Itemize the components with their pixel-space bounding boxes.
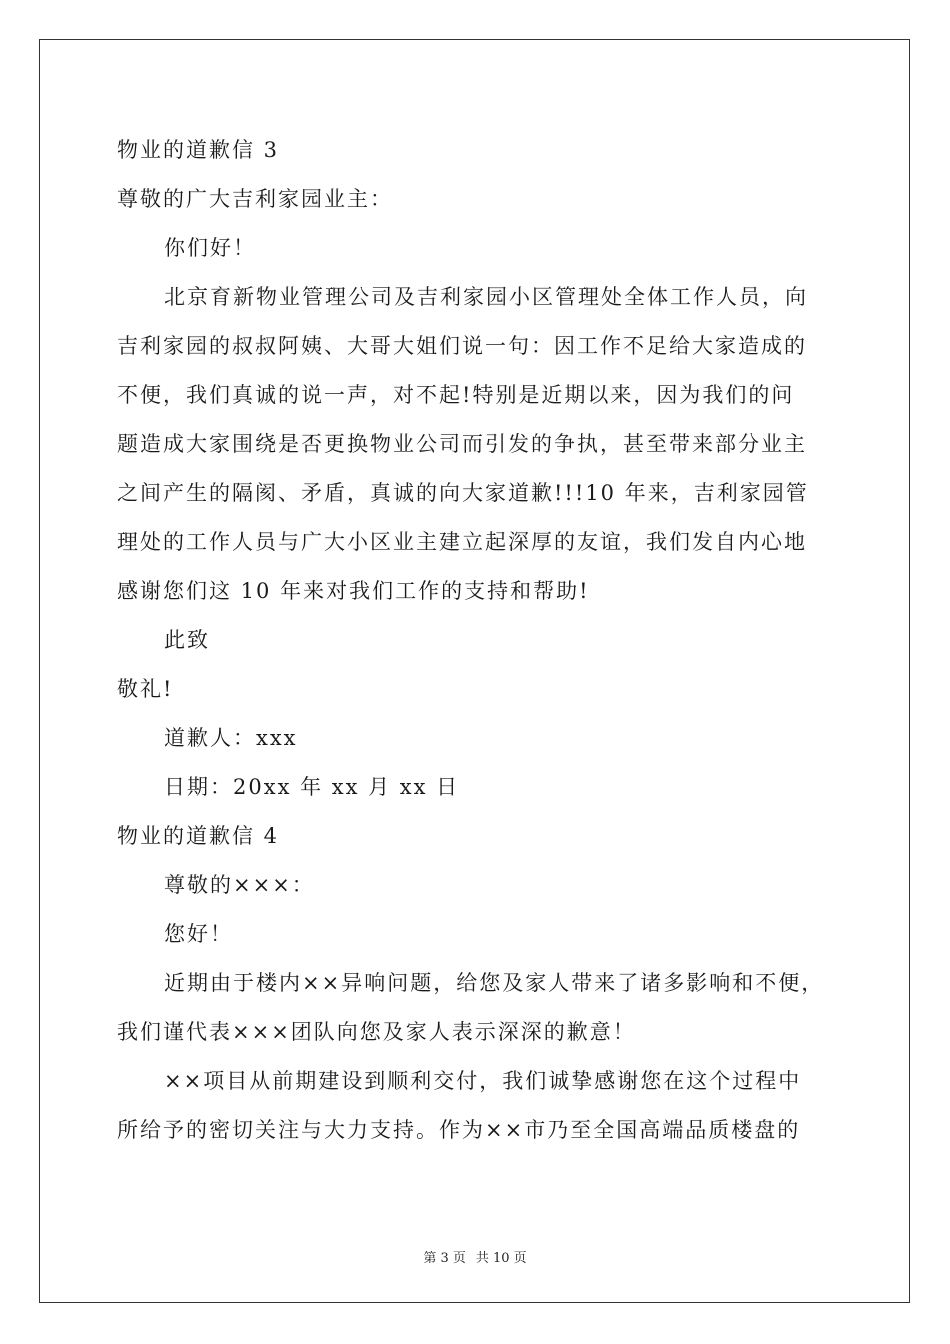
- body-line: ××项目从前期建设到顺利交付，我们诚挚感谢您在这个过程中: [164, 1069, 802, 1093]
- salutation: 尊敬的×××：: [164, 873, 315, 897]
- date-line: 日期：20xx 年 xx 月 xx 日: [164, 775, 460, 799]
- body-line: 理处的工作人员与广大小区业主建立起深厚的友谊，我们发自内心地: [117, 530, 807, 554]
- section-title: 物业的道歉信 3: [117, 138, 280, 162]
- closing-regards: 敬礼!: [117, 677, 174, 701]
- greeting: 你们好！: [164, 236, 256, 260]
- body-line: 我们谨代表×××团队向您及家人表示深深的歉意！: [117, 1020, 636, 1044]
- body-line: 感谢您们这 10 年来对我们工作的支持和帮助!: [117, 579, 590, 603]
- section-title: 物业的道歉信 4: [117, 824, 280, 848]
- signature-line: 道歉人：xxx: [164, 726, 298, 750]
- body-line: 题造成大家围绕是否更换物业公司而引发的争执，甚至带来部分业主: [117, 432, 807, 456]
- body-line: 不便，我们真诚的说一声，对不起!特别是近期以来，因为我们的问: [117, 383, 795, 407]
- page-footer: [0, 1247, 950, 1266]
- salutation: 尊敬的广大吉利家园业主：: [117, 187, 393, 211]
- greeting: 您好！: [164, 922, 233, 946]
- body-line: 近期由于楼内××异响问题，给您及家人带来了诸多影响和不便，: [164, 971, 825, 995]
- closing-line: 此致: [164, 628, 210, 652]
- document-body: [117, 126, 837, 1155]
- body-line: 北京育新物业管理公司及吉利家园小区管理处全体工作人员，向: [164, 285, 808, 309]
- page-total: 共 10 页: [475, 1251, 527, 1266]
- body-line: 之间产生的隔阂、矛盾，真诚的向大家道歉!!!10 年来，吉利家园管: [117, 481, 809, 505]
- page-number: 第 3 页: [423, 1251, 466, 1266]
- body-line: 吉利家园的叔叔阿姨、大哥大姐们说一句：因工作不足给大家造成的: [117, 334, 807, 358]
- body-line: 所给予的密切关注与大力支持。作为××市乃至全国高端品质楼盘的: [117, 1118, 801, 1142]
